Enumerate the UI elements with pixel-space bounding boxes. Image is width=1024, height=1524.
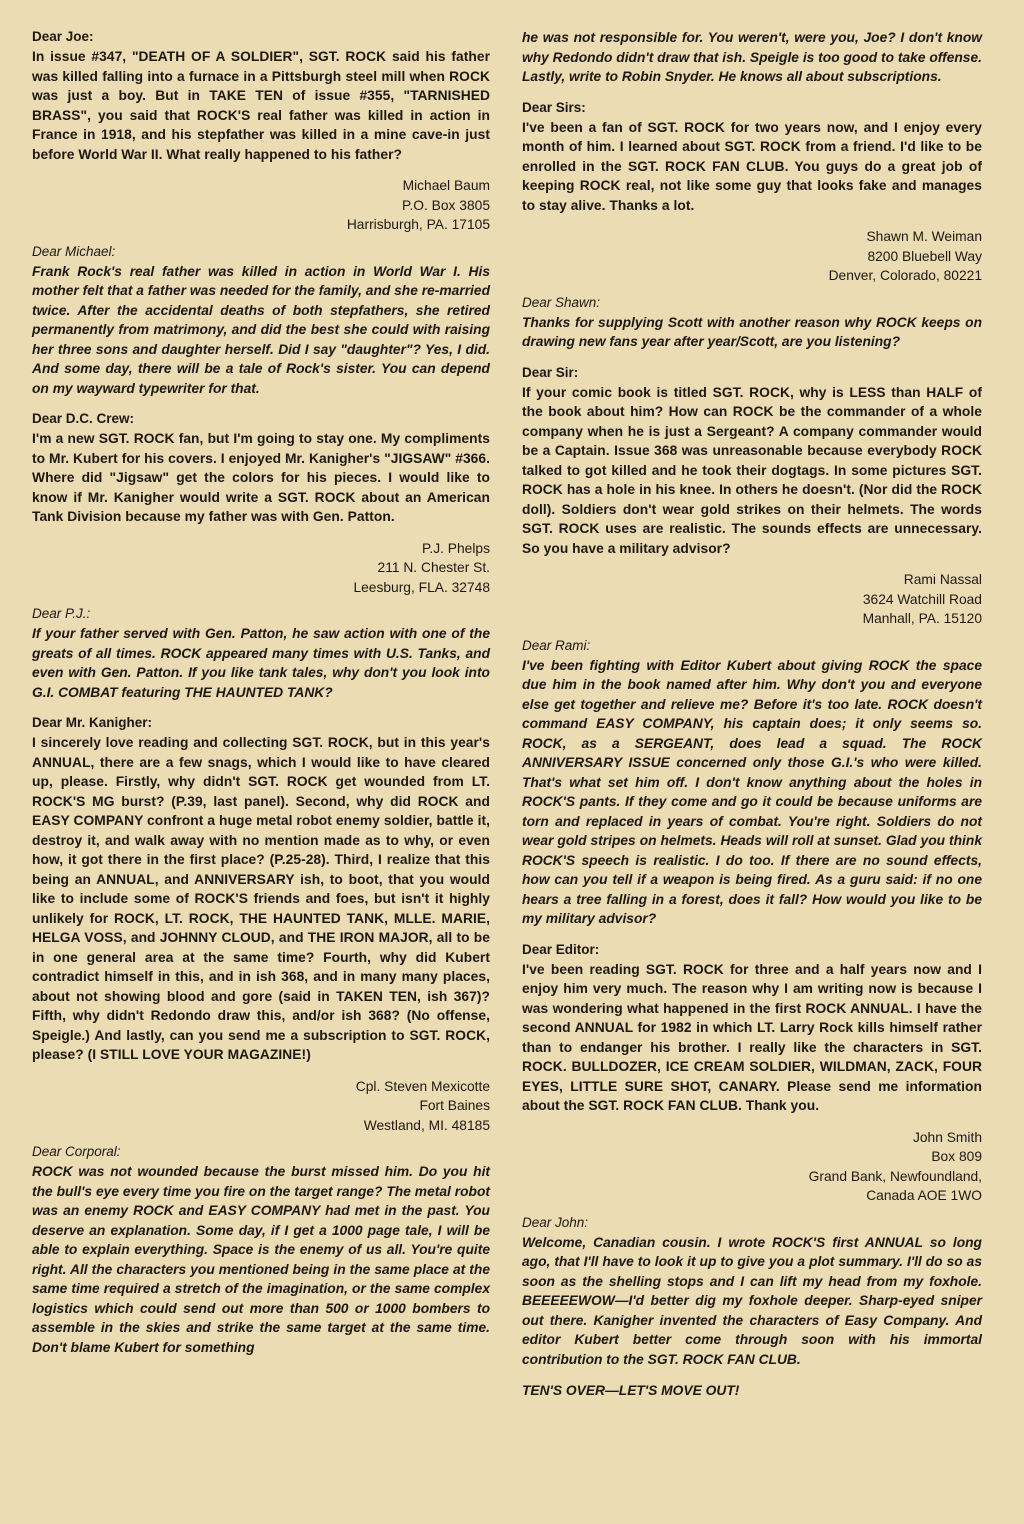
letter-salutation: Dear D.C. Crew: <box>32 411 135 426</box>
signature-name: P.J. Phelps <box>421 540 490 556</box>
signature-city: Denver, Colorado, 80221 <box>828 268 982 283</box>
reply-continuation: he was not responsible for. You weren't, were you, Joe? I don't know why Redondo didn't draw that ish. Speigle is too good to take offense. Lastly, write to Robin Snyder. He knows all about subscriptions. <box>522 30 982 84</box>
letter-michael-baum <box>32 28 490 398</box>
signature-name: Rami Nassal <box>903 572 982 587</box>
signature-city: Leesburg, FLA. 32748 <box>353 579 490 595</box>
letter-rami-nassal <box>522 364 982 929</box>
letter-shawn-weiman <box>522 99 982 352</box>
letter-salutation: Dear Sirs: <box>522 99 586 115</box>
letter-pj-phelps <box>32 410 490 702</box>
signature-city: Grand Bank, Newfoundland, <box>808 1168 982 1184</box>
signature-name: Cpl. Steven Mexicotte <box>355 1078 490 1094</box>
signature-country: Canada AOE 1WO <box>866 1188 982 1203</box>
letter-signature <box>32 539 490 598</box>
signature-address: Fort Baines <box>419 1098 490 1113</box>
signature-address: 8200 Bluebell Way <box>867 248 982 264</box>
letter-signature <box>32 1077 490 1136</box>
signature-name: Michael Baum <box>402 178 490 193</box>
signature-name: John Smith <box>912 1129 982 1145</box>
letter-signature <box>522 570 982 629</box>
letter-salutation: Dear Editor: <box>522 941 600 957</box>
right-column <box>522 28 982 1398</box>
signature-city: Manhall, PA. 15120 <box>862 611 982 626</box>
signature-address: 211 N. Chester St. <box>377 560 490 575</box>
signature-city: Harrisburgh, PA. 17105 <box>346 217 490 232</box>
reply-salutation: Dear Michael: <box>32 243 116 259</box>
letter-salutation: Dear Sir: <box>522 364 579 380</box>
letter-body: I've been a fan of SGT. ROCK for two years now, and I enjoy every month of him. I learned about SGT. ROCK from a friend. I'd like to be enrolled in the SGT. ROCK FAN CLUB. You guys do a great job of keeping ROCK real, not like some guy that looks fake and manages to stay alive. Thanks a lot. <box>522 119 982 213</box>
reply-body: If your father served with Gen. Patton, he saw action with one of the greats of all times. ROCK appeared many times with U.S. Tanks, and even with Gen. Patton. If you like tank tales, why don't you look into G.I. COMBAT featuring THE HAUNTED TANK? <box>32 626 490 700</box>
reply-body: Frank Rock's real father was killed in action in World War I. His mother felt that a father was needed for the family, and she re-married twice. After the accidental deaths of both stepfathers, she retired permanently from matrimony, and did the best she could with raising her three sons and daughter herself. Did I say "daughter"? Yes, I did. And some day, there will be a tale of Rock's sister. You can depend on my wayward typewriter for that. <box>32 263 490 396</box>
left-column <box>32 28 490 1369</box>
reply-salutation: Dear John: <box>522 1214 589 1230</box>
letter-signature <box>522 227 982 286</box>
letter-body: I sincerely love reading and collecting SGT. ROCK, but in this year's ANNUAL, there are a few snags, which I would like to have cleared up, please. Firstly, why didn't SGT. ROCK get wounded from LT. ROCK'S MG burst? (P.39, last panel). Second, why did ROCK and EASY COMPANY confront a huge metal robot enemy soldier, battle it, destroy it, and walk away with no mention made as to why, or even how, it got there in the first place? (P.25-28). Third, I realize that this being an ANNUAL, and ANNIVERSARY ish, to boot, that you would like to include some of ROCK'S friends and foes, but isn't it highly unlikely for ROCK, LT. ROCK, THE HAUNTED TANK, MLLE. MARIE, HELGA VOSS, and JOHNNY CLOUD, and THE IRON MAJOR, all to be in one general area at the same time? Fourth, why did Kubert contradict himself in this, and in ish 368, and in many many places, about not showing blood and gore (said in TAKEN TEN, ish 367)? Fifth, why didn't Redondo draw this, and/or ish 368? (No offense, Speigle.) And lastly, can you send me a subscription to SGT. ROCK, please? (I STILL LOVE YOUR MAGAZINE!) <box>32 735 490 1062</box>
signature-name: Shawn M. Weiman <box>866 229 982 244</box>
reply-salutation: Dear P.J.: <box>32 606 91 621</box>
letter-salutation: Dear Mr. Kanigher: <box>32 715 153 730</box>
letter-signature <box>32 176 490 235</box>
letter-body: I've been reading SGT. ROCK for three and a half years now and I enjoy him very much. The reason why I am writing now is because I was wondering what happened in the first ROCK ANNUAL. I have the second ANNUAL for 1982 in which LT. Larry Rock kills himself rather than to endanger his brother. I really like the characters in SGT. ROCK. BULLDOZER, ICE CREAM SOLDIER, WILDMAN, ZACK, FOUR EYES, LITTLE SURE SHOT, CANARY. Please send me information about the SGT. ROCK FAN CLUB. Thank you. <box>522 961 982 1113</box>
reply-salutation: Dear Rami: <box>522 637 591 653</box>
signature-address: 3624 Watchill Road <box>862 591 982 607</box>
signature-city: Westland, MI. 48185 <box>363 1117 490 1133</box>
closing-line: TEN'S OVER—LET'S MOVE OUT! <box>522 1383 740 1398</box>
reply-body: I've been fighting with Editor Kubert about giving ROCK the space due him in the book named after him. Why don't you and everyone else get together and relieve me? Before it's too late. ROCK doesn't command EASY COMPANY, his captain does; it only seems so. ROCK, as a SERGEANT, does lead a squad. The ROCK ANNIVERSARY ISSUE concerned only those G.I.'s who were killed. That's what set him off. I don't know anything about the holes in ROCK'S pants. If they come and go it could be because uniforms are torn and replaced in years of combat. You're right. Soldiers do not wear gold stripes on helmets. Heads will roll at sunset. Glad you think ROCK'S speech is realistic. I do too. If there are no sound effects, how can you tell if a weapon is being fired. As a guru said: if no one hears a tree falling in a forest, does it fall? How would you like to be my military advisor? <box>522 657 982 926</box>
reply-salutation: Dear Corporal: <box>32 1144 121 1159</box>
reply-body: Thanks for supplying Scott with another reason why ROCK keeps on drawing new fans year after year/Scott, are you listening? <box>522 314 982 349</box>
letter-body: I'm a new SGT. ROCK fan, but I'm going to stay one. My compliments to Mr. Kubert for his covers. I enjoyed Mr. Kanigher's "JIGSAW" #366. Where did "Jigsaw" get the colors for his pieces. I would like to know if Mr. Kanigher would write a SGT. ROCK about an American Tank Division because my father was with Gen. Patton. <box>32 431 490 524</box>
reply-salutation: Dear Shawn: <box>522 294 601 310</box>
signature-address: Box 809 <box>931 1149 982 1164</box>
letter-body: In issue #347, "DEATH OF A SOLDIER", SGT. ROCK said his father was killed falling into a furnace in a Pittsburgh steel mill when ROCK was just a boy. But in TAKE TEN of issue #355, "TARNISHED BRASS", you said that ROCK'S real father was killed in action in France in 1918, and his stepfather was killed in a mine cave-in just before World War II. What really happened to his father? <box>32 49 490 162</box>
reply-body: ROCK was not wounded because the burst missed him. Do you hit the bull's eye every time you fire on the target range? The metal robot was an enemy ROCK and EASY COMPANY had met in the past. You deserve an explanation. Some day, if I get a 1000 page tale, I will be able to explain everything. Space is the enemy of us all. You're quite right. All the characters you mentioned being in the same place at the same time required a stretch of the imagination, or the same complex logistics which could send out more than 500 or 1000 bombers to assemble in the skies and strike the same target at the same time. Don't blame Kubert for something <box>32 1164 490 1355</box>
letter-signature <box>522 1128 982 1206</box>
letter-john-smith <box>522 941 982 1370</box>
letter-steven-mexicotte <box>32 714 490 1357</box>
letter-salutation: Dear Joe: <box>32 29 94 44</box>
letter-body: If your comic book is titled SGT. ROCK, why is LESS than HALF of the book about him? How can ROCK be the commander of a whole company when he is just a Sergeant? A company commander would be a Captain. Issue 368 was unreasonable because everybody ROCK talked to got killed and he took their dogtags. In some pictures SGT. ROCK has a hole in his knee. In others he doesn't. (Nor did the ROCK doll). Soldiers don't wear gold strikes on their helmets. The words SGT. ROCK uses are realistic. The sounds effects are unnecessary. So you have a military advisor? <box>522 384 982 556</box>
signature-address: P.O. Box 3805 <box>402 197 490 213</box>
reply-body: Welcome, Canadian cousin. I wrote ROCK'S first ANNUAL so long ago, that I'll have to look it up to give you a plot summary. I'll do so as soon as the shelling stops and I can lift my head from my foxhole. BEEEEEWOW—I'd better dig my foxhole deeper. Sharp-eyed sniper out there. Kanigher invented the characters of Easy Company. And editor Kubert better come through soon with his immortal contribution to the SGT. ROCK FAN CLUB. <box>522 1234 982 1367</box>
